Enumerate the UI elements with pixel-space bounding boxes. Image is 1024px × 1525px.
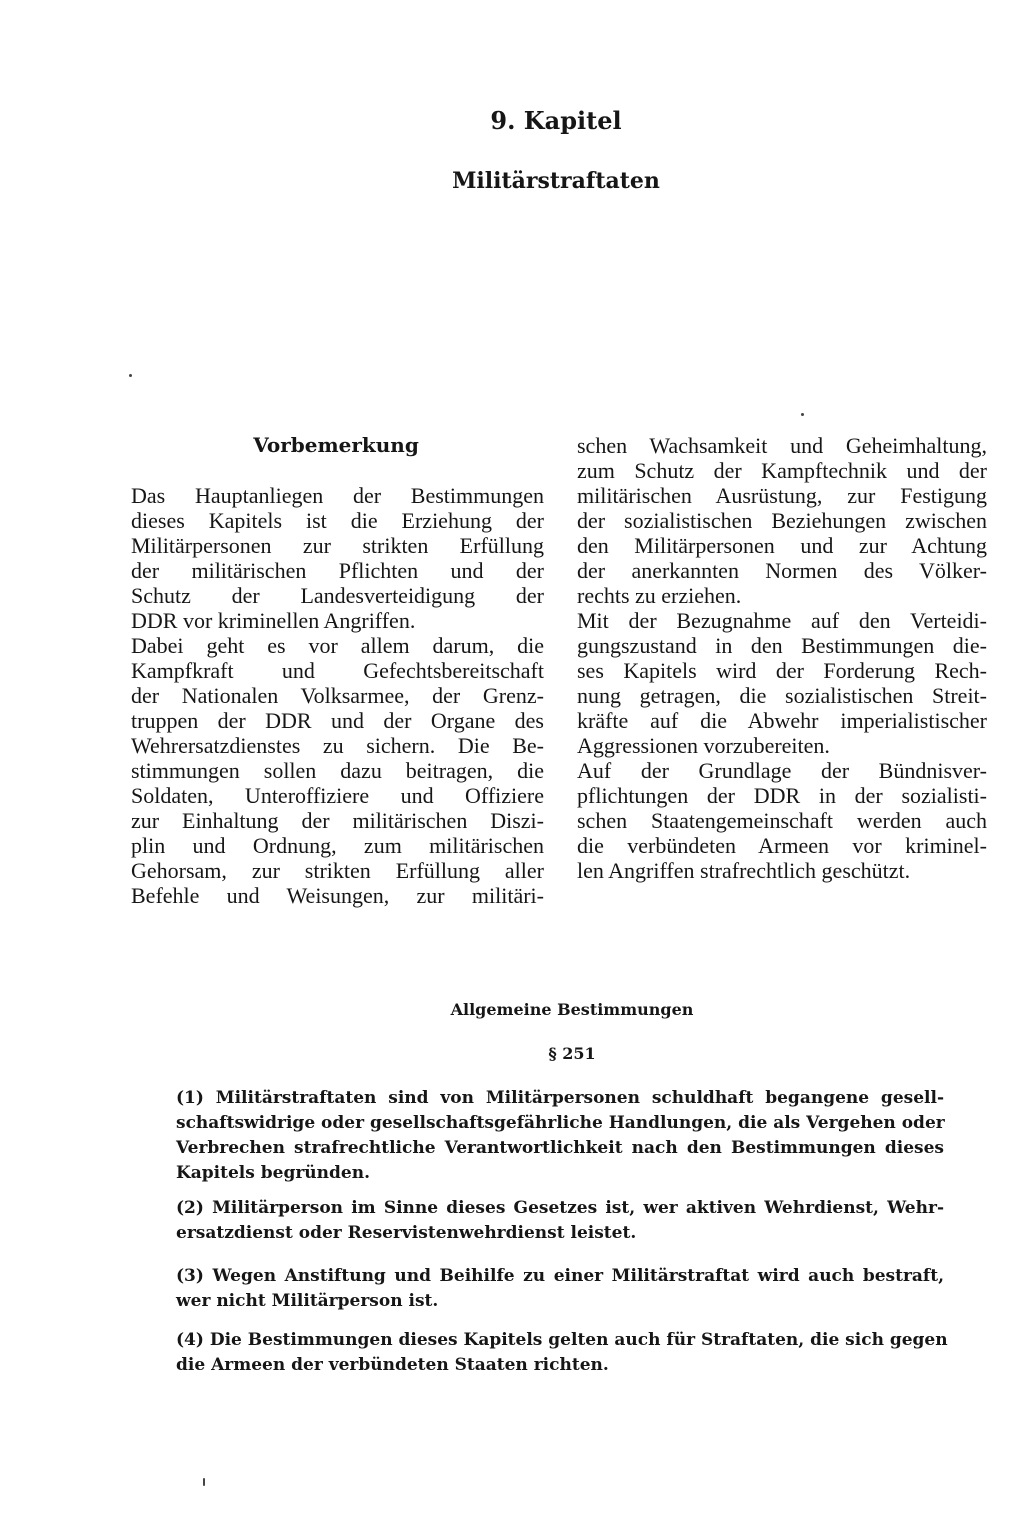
print-speck — [801, 413, 804, 416]
text-line: gungszustand in den Bestimmungen die- — [577, 633, 987, 658]
text-line: Kampfkraft und Gefechtsbereitschaft — [131, 658, 544, 683]
text-line: Auf der Grundlage der Bündnisver- — [577, 758, 987, 783]
text-line: (3) Wegen Anstiftung und Beihilfe zu einer Militärstraftat wird auch bestraft, — [176, 1266, 944, 1286]
text-line: Mit der Bezugnahme auf den Verteidi- — [577, 608, 987, 633]
text-line: Wehrersatzdienstes zu sichern. Die Be- — [131, 733, 544, 758]
text-line: zum Schutz der Kampftechnik und der — [577, 458, 987, 483]
section-heading: Allgemeine Bestimmungen — [450, 1000, 694, 1019]
provision-paragraph-3 — [176, 1264, 944, 1314]
text-line: ses Kapitels wird der Forderung Rech- — [577, 658, 987, 683]
text-line: schaftswidrige oder gesellschaftsgefährliche Handlungen, die als Vergehen oder — [176, 1113, 945, 1133]
text-line: Soldaten, Unteroffiziere und Offiziere — [131, 783, 544, 808]
text-line: der sozialistischen Beziehungen zwischen — [577, 508, 987, 533]
text-line: der Nationalen Volksarmee, der Grenz- — [131, 683, 544, 708]
text-line: Gehorsam, zur strikten Erfüllung aller — [131, 858, 544, 883]
text-line: Verbrechen strafrechtliche Verantwortlichkeit nach den Bestimmungen dieses — [176, 1138, 944, 1158]
text-line: der militärischen Pflichten und der — [131, 558, 544, 583]
text-line: kräfte auf die Abwehr imperialistischer — [577, 708, 987, 733]
text-line: truppen der DDR und der Organe des — [131, 708, 544, 733]
chapter-subtitle: Militärstraftaten — [452, 168, 660, 194]
text-line: dieses Kapitels ist die Erziehung der — [131, 508, 544, 533]
text-line: Aggressionen vorzubereiten. — [577, 733, 830, 758]
text-line: nung getragen, die sozialistischen Streit- — [577, 683, 987, 708]
text-line: der anerkannten Normen des Völker- — [577, 558, 987, 583]
text-line: Befehle und Weisungen, zur militäri- — [131, 883, 544, 908]
preface-left-column — [131, 483, 544, 908]
text-line: Militärpersonen zur strikten Erfüllung — [131, 533, 544, 558]
text-line: Schutz der Landesverteidigung der — [131, 583, 544, 608]
text-line: schen Wachsamkeit und Geheimhaltung, — [577, 433, 987, 458]
text-line: pflichtungen der DDR in der sozialisti- — [577, 783, 987, 808]
text-line: Dabei geht es vor allem darum, die — [131, 633, 544, 658]
text-line: schen Staatengemeinschaft werden auch — [577, 808, 987, 833]
text-line: plin und Ordnung, zum militärischen — [131, 833, 544, 858]
paragraph-mark: § 251 — [548, 1044, 596, 1063]
provision-paragraph-1 — [176, 1086, 944, 1186]
text-line: zur Einhaltung der militärischen Diszi- — [131, 808, 544, 833]
text-line: stimmungen sollen dazu beitragen, die — [131, 758, 544, 783]
text-line: den Militärpersonen und zur Achtung — [577, 533, 987, 558]
text-line: len Angriffen strafrechtlich geschützt. — [577, 858, 911, 883]
provision-paragraph-2 — [176, 1196, 944, 1246]
text-line: Das Hauptanliegen der Bestimmungen — [131, 483, 544, 508]
text-line: DDR vor kriminellen Angriffen. — [131, 608, 416, 633]
text-line: (2) Militärperson im Sinne dieses Gesetzes ist, wer aktiven Wehrdienst, Wehr- — [176, 1198, 944, 1218]
print-speck — [129, 374, 132, 377]
text-line: Kapitels begründen. — [176, 1163, 370, 1183]
preface-heading: Vorbemerkung — [253, 433, 419, 457]
text-line: die Armeen der verbündeten Staaten richten. — [176, 1355, 609, 1375]
print-speck — [203, 1478, 205, 1486]
text-line: die verbündeten Armeen vor kriminel- — [577, 833, 987, 858]
text-line: rechts zu erziehen. — [577, 583, 742, 608]
provision-paragraph-4 — [176, 1328, 948, 1378]
text-line: wer nicht Militärperson ist. — [176, 1291, 439, 1311]
text-line: (4) Die Bestimmungen dieses Kapitels gelten auch für Straftaten, die sich gegen — [176, 1330, 948, 1350]
text-line: ersatzdienst oder Reservistenwehrdienst leistet. — [176, 1223, 637, 1243]
text-line: (1) Militärstraftaten sind von Militärpersonen schuldhaft begangene gesell- — [176, 1088, 944, 1108]
preface-right-column — [577, 433, 987, 883]
text-line: militärischen Ausrüstung, zur Festigung — [577, 483, 987, 508]
chapter-title: 9. Kapitel — [490, 106, 622, 135]
